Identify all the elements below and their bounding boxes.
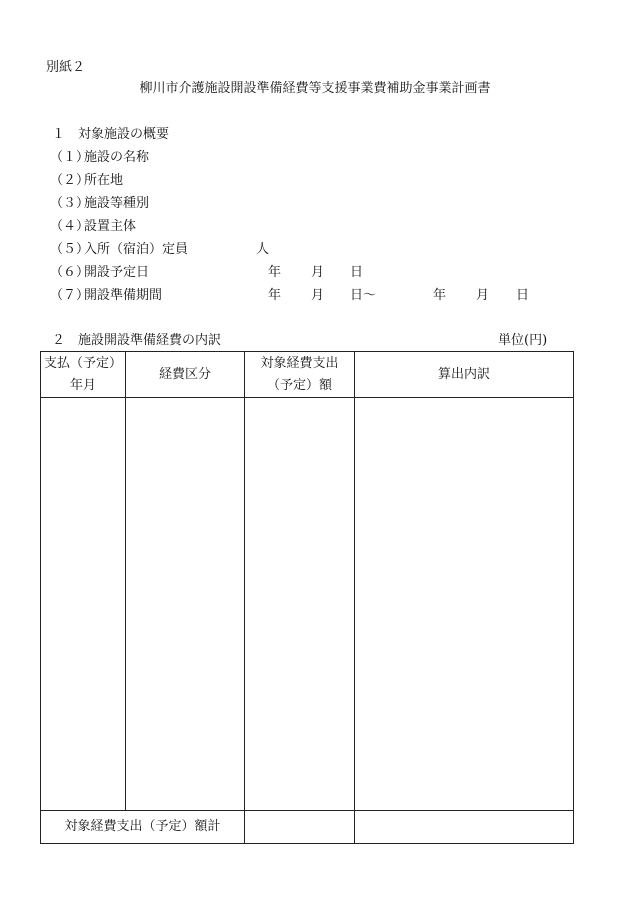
overview-item-facility-type: （３）施設等種別	[50, 196, 150, 211]
payment-month-cell[interactable]	[41, 398, 126, 811]
period-start-day: 日～	[350, 288, 377, 303]
total-details-cell[interactable]	[355, 811, 574, 844]
opening-date-year: 年	[268, 265, 282, 280]
opening-date-day: 日	[350, 265, 364, 280]
overview-item-address: （２）所在地	[50, 173, 124, 188]
period-end-year: 年	[433, 288, 447, 303]
currency-unit: 単位(円)	[498, 333, 548, 348]
expense-breakdown-table	[40, 351, 574, 844]
eligible-amount-cell[interactable]	[245, 398, 355, 811]
header-expense-category: 経費区分	[126, 352, 245, 398]
table-header-row	[41, 352, 574, 398]
overview-item-preparation-period: （７）開設準備期間	[50, 288, 163, 303]
section1-heading: １ 対象施設の概要	[52, 127, 170, 142]
section2-heading: ２ 施設開設準備経費の内訳	[52, 333, 222, 348]
period-start-year: 年	[268, 288, 282, 303]
document-label: 別紙２	[46, 60, 86, 75]
header-calculation-details: 算出内訳	[355, 352, 574, 398]
period-start-month: 月	[311, 288, 325, 303]
period-end-month: 月	[476, 288, 490, 303]
table-total-row	[41, 811, 574, 844]
total-amount-cell[interactable]	[245, 811, 355, 844]
calculation-details-cell[interactable]	[355, 398, 574, 811]
overview-item-opening-date: （６）開設予定日	[50, 265, 150, 280]
total-label: 対象経費支出（予定）額計	[41, 811, 245, 844]
capacity-unit: 人	[256, 242, 270, 257]
header-eligible-amount: 対象経費支出 （予定）額	[245, 352, 355, 398]
overview-item-capacity: （５）入所（宿泊）定員	[50, 242, 189, 257]
table-row	[41, 398, 574, 811]
expense-category-cell[interactable]	[126, 398, 245, 811]
document-title: 柳川市介護施設開設準備経費等支援事業費補助金事業計画書	[139, 81, 491, 96]
opening-date-month: 月	[311, 265, 325, 280]
overview-item-facility-name: （１）施設の名称	[50, 150, 150, 165]
overview-item-operator: （４）設置主体	[50, 219, 137, 234]
period-end-day: 日	[516, 288, 530, 303]
header-payment-month: 支払（予定） 年月	[41, 352, 126, 398]
